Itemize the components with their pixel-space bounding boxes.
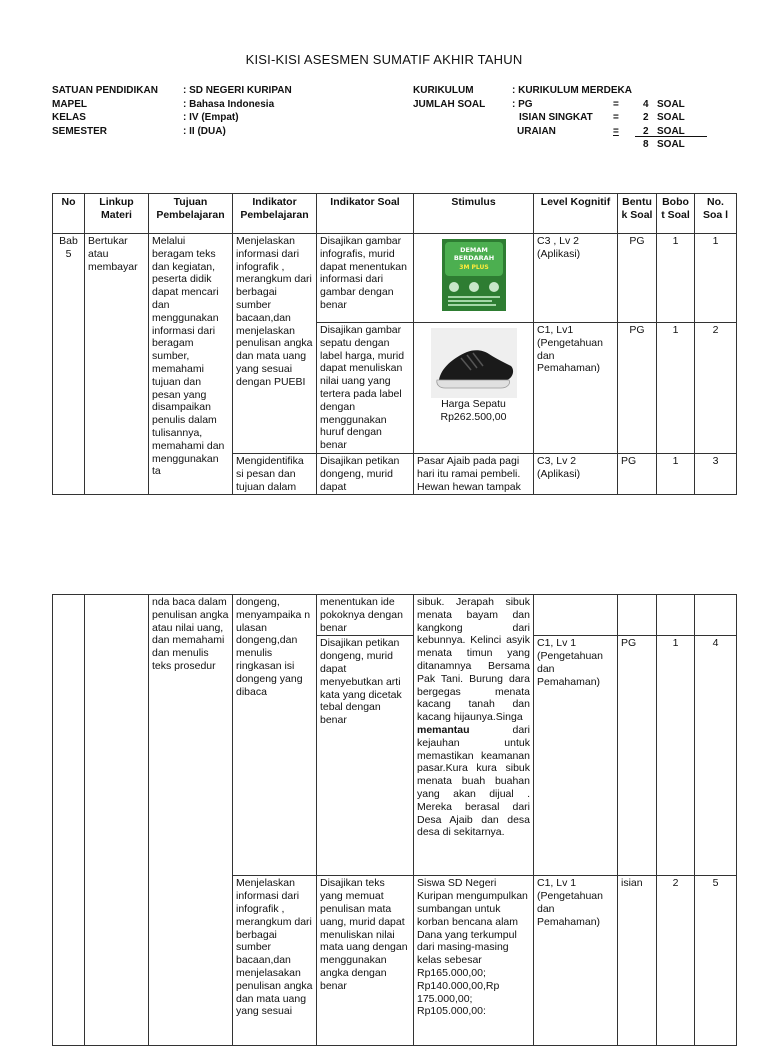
indikator-soal-cell: Disajikan gambar infografis, murid dapat menentukan informasi dari gambar dengan benar — [317, 234, 414, 323]
indikator-soal-cell: Disajikan petikan dongeng, murid dapat — [317, 453, 414, 494]
table-row — [53, 234, 737, 323]
header-bobot-soal: Bobo t Soal — [657, 194, 695, 234]
bobot-cell: 1 — [657, 234, 695, 323]
info-row: SATUAN PENDIDIKAN : SD NEGERI KURIPAN — [52, 85, 292, 96]
level-cell — [534, 595, 618, 636]
bentuk-cell — [618, 595, 657, 636]
header-linkup: Linkup Materi — [85, 194, 149, 234]
level-cell: C1, Lv 1 (Pengetahuan dan Pemahaman) — [534, 636, 618, 876]
no-soal-cell: 3 — [695, 453, 737, 494]
bobot-cell: 2 — [657, 876, 695, 1046]
stimulus-shoe — [414, 323, 534, 454]
indikator-pemb-cell: Mengidentifika si pesan dan tujuan dalam — [233, 453, 317, 494]
linkup-cell: Bertukar atau membayar — [85, 234, 149, 495]
bab-cell — [53, 595, 85, 1046]
indikator-pemb-cell: Menjelaskan informasi dari infografik , merangkum dari berbagai sumber bacaan,dan menjelasakan penulisan angka dan mata uang yang sesuai — [233, 876, 317, 1046]
stimulus-story: sibuk. Jerapah sibuk menata bayam dan kangkong dari kebunnya. Kelinci asyik menata timun yang ditanamnya Bersama Pak Tani. Burung dara bergegas menata kacang tanah dan kacang hijaunya.Singa memantau dari kejauhan untuk memastikan keamanan pasar.Kura kura sibuk menata buah buahan yang akan dijual . Mereka berasal dari Desa Ajaib dan desa desa di sekitarnya. — [414, 595, 534, 876]
tujuan-cell: nda baca dalam penulisan angka atau nilai uang, dan memahami dan menulis teks prosedur — [149, 595, 233, 1046]
bentuk-cell: isian — [618, 876, 657, 1046]
shoe-sole — [436, 380, 509, 388]
level-cell: C1, Lv 1 (Pengetahuan dan Pemahaman) — [534, 876, 618, 1046]
poster-title-line: DEMAM — [459, 246, 488, 254]
linkup-cell — [85, 595, 149, 1046]
school-info — [52, 84, 392, 138]
indikator-soal-cell: Disajikan teks yang memuat penulisan mata uang, murid dapat menuliskan nilai mata uang dengan menggunakan angka dengan benar — [317, 876, 414, 1046]
bentuk-cell: PG — [618, 323, 657, 454]
no-soal-cell: 4 — [695, 636, 737, 876]
header-no: No — [53, 194, 85, 234]
table-header-row — [53, 194, 737, 234]
header-indikator-soal: Indikator Soal — [317, 194, 414, 234]
indikator-soal-cell: Disajikan gambar sepatu dengan label harga, murid dapat menuliskan nilai uang yang tertera pada label dengan menggunakan huruf dengan benar — [317, 323, 414, 454]
stimulus-cell: Pasar Ajaib pada pagi hari itu ramai pembeli. Hewan hewan tampak — [414, 453, 534, 494]
info-row: MAPEL : Bahasa Indonesia — [52, 98, 275, 110]
bobot-cell: 1 — [657, 323, 695, 454]
poster-title-line: BERDARAH — [453, 254, 494, 262]
no-soal-cell — [695, 595, 737, 636]
indikator-soal-cell: menentukan ide pokoknya dengan benar — [317, 595, 414, 636]
no-soal-cell: 5 — [695, 876, 737, 1046]
tujuan-cell: Melalui beragam teks dan kegiatan, peserta didik dapat mencari dan menggunakan informasi dari beragam sumber, memahami tujuan dan pesan yang disampaikan penulis dalam tulisannya, memahami dan menggunakan ta — [149, 234, 233, 495]
bobot-cell — [657, 595, 695, 636]
no-soal-cell: 1 — [695, 234, 737, 323]
poster-title-line: 3M PLUS — [458, 264, 489, 271]
table-row — [53, 595, 737, 636]
grid-table-page-1 — [52, 193, 737, 495]
grid-table-page-2 — [52, 594, 737, 1046]
shoe-price: Rp262.500,00 — [440, 411, 507, 423]
bentuk-cell: PG — [618, 453, 657, 494]
bobot-cell: 1 — [657, 453, 695, 494]
bentuk-cell: PG — [618, 234, 657, 323]
indikator-soal-cell: Disajikan petikan dongeng, murid dapat menyebutkan arti kata yang dicetak tebal dengan benar — [317, 636, 414, 876]
level-cell: C1, Lv1 (Pengetahuan dan Pemahaman) — [534, 323, 618, 454]
bold-keyword: memantau — [417, 723, 470, 736]
stimulus-infographic — [414, 234, 534, 323]
bab-cell: Bab 5 — [53, 234, 85, 495]
indikator-pemb-cell: Menjelaskan informasi dari infografik , merangkum dari berbagai sumber bacaan,dan menjelaskan penulisan angka dan mata uang yang sesuai dengan PUEBI — [233, 234, 317, 454]
header-stimulus: Stimulus — [414, 194, 534, 234]
header-level-kognitif: Level Kognitif — [534, 194, 618, 234]
bentuk-cell: PG — [618, 636, 657, 876]
shoe-image — [431, 328, 517, 398]
info-row: SEMESTER : II (DUA) — [52, 125, 226, 137]
dengue-infographic-image — [442, 239, 506, 311]
exam-info: KURIKULUM : KURIKULUM MERDEKA JUMLAH SOAL : PG = 4 SOAL ISIAN SINGKAT = 2 SOAL URAIAN = 2 SOAL 8 SOAL — [413, 84, 713, 152]
indikator-pemb-cell: dongeng, menyampaika n ulasan dongeng,dan menulis ringkasan isi dongeng yang dibaca — [233, 595, 317, 876]
bobot-cell: 1 — [657, 636, 695, 876]
level-cell: C3 , Lv 2 (Aplikasi) — [534, 234, 618, 323]
header-bentuk-soal: Bentu k Soal — [618, 194, 657, 234]
header-tujuan: Tujuan Pembelajaran — [149, 194, 233, 234]
document-title: KISI-KISI ASESMEN SUMATIF AKHIR TAHUN — [245, 52, 523, 67]
shoe-caption: Harga Sepatu — [441, 398, 506, 410]
header-no-soal: No. Soa l — [695, 194, 737, 234]
info-row: KELAS : IV (Empat) — [52, 112, 239, 123]
no-soal-cell: 2 — [695, 323, 737, 454]
stimulus-cell: Siswa SD Negeri Kuripan mengumpulkan sumbangan untuk korban bencana alam Dana yang terkumpul dari masing-masing kelas sebesar Rp165.000,00; Rp140.000,00,Rp 175.000,00; Rp105.000,00: — [414, 876, 534, 1046]
level-cell: C3, Lv 2 (Aplikasi) — [534, 453, 618, 494]
header-indikator-pembelajaran: Indikator Pembelajaran — [233, 194, 317, 234]
